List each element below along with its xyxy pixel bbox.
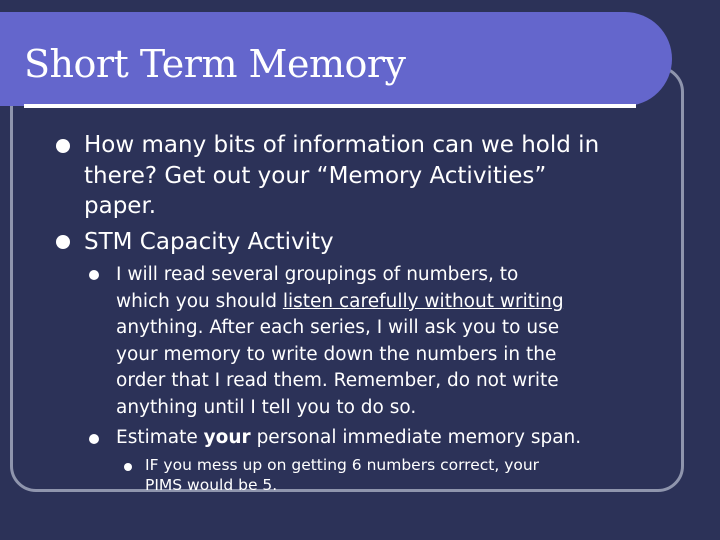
sub-bullet-1-line-2-prefix: which you should <box>116 291 283 312</box>
sub-bullet-1-line-3: anything. After each series, I will ask you to use <box>116 317 560 338</box>
sub-bullet-dot-1 <box>89 270 99 280</box>
underlined-instruction: listen carefully without writing <box>282 291 564 312</box>
sub-sub-bullet-line-2: PIMS would be 5. <box>145 476 278 494</box>
sub-sub-bullet-dot <box>124 463 132 471</box>
bullet-2-text: STM Capacity Activity <box>84 229 334 255</box>
bullet-dot-2 <box>56 235 70 249</box>
slide-title: Short Term Memory <box>24 42 406 86</box>
bullet-1-line-2: there? Get out your “Memory Activities” <box>84 163 547 189</box>
bullet-1-line-1: How many bits of information can we hold in <box>84 132 600 158</box>
sub-bullet-1-line-2 <box>116 289 564 316</box>
sub-sub-bullet-line-1: IF you mess up on getting 6 numbers correct, your <box>145 456 540 474</box>
sub-bullet-1-line-1: I will read several groupings of numbers, to <box>116 264 519 285</box>
sub-bullet-1-line-6: anything until I tell you to do so. <box>116 397 417 418</box>
sub-bullet-2-text <box>116 425 581 452</box>
sub-bullet-1-line-5: order that I read them. Remember, do not write <box>116 370 559 391</box>
bullet-dot-1 <box>56 139 70 153</box>
sub-bullet-2-prefix: Estimate <box>116 427 204 448</box>
bullet-1-line-3: paper. <box>84 193 157 219</box>
emphasis-your: your <box>203 427 251 448</box>
sub-bullet-1-line-4: your memory to write down the numbers in the <box>116 344 557 365</box>
sub-bullet-dot-2 <box>89 434 99 444</box>
sub-bullet-2-suffix: personal immediate memory span. <box>250 427 582 448</box>
